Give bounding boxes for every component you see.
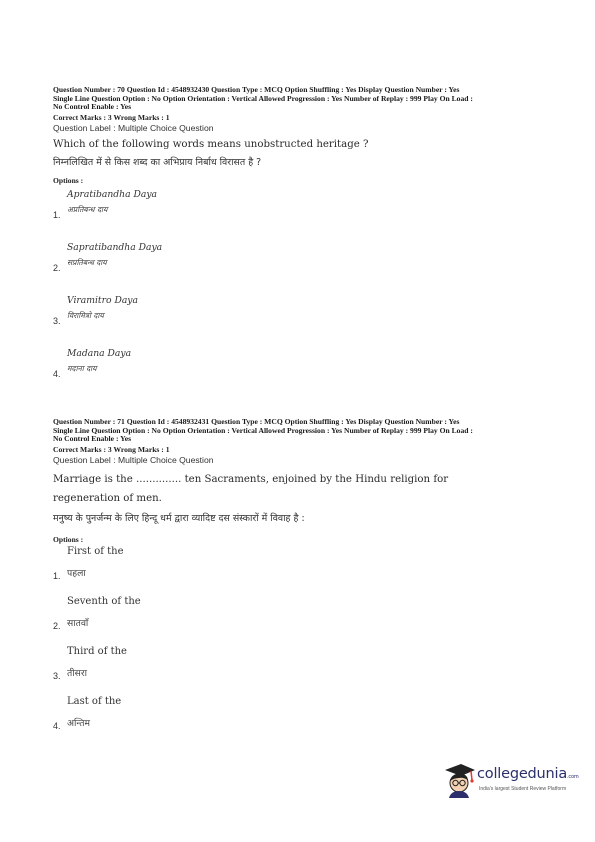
option-2[interactable] (53, 238, 553, 291)
question-text-line-2: regeneration of men. (53, 492, 162, 504)
question-marks: Correct Marks : 3 Wrong Marks : 1 (53, 444, 170, 454)
option-number: 2. (53, 262, 61, 273)
option-text-hindi: अप्रतिबन्ध दाय (67, 204, 108, 214)
option-text-english: Seventh of the (67, 595, 141, 607)
collegedunia-logo (441, 762, 581, 802)
question-block-70 (53, 86, 553, 397)
question-label: Question Label : Multiple Choice Question (53, 122, 214, 133)
meta-line-2: Single Line Question Option : No Option Orientation : Vertical Allowed Progression : Yes Number of Replay : 999 Play On Load : (53, 93, 473, 103)
brand-name-text: collegedunia (477, 766, 568, 782)
question-text-english (53, 470, 553, 508)
option-text-hindi: सातवाँ (67, 617, 89, 629)
option-text-english: First of the (67, 545, 124, 557)
question-meta (53, 418, 553, 444)
option-4[interactable] (53, 344, 553, 397)
brand-tagline: India's largest Student Review Platform (479, 786, 567, 792)
option-text-hindi: सप्रतिबन्ध दाय (67, 257, 107, 267)
option-number: 2. (53, 620, 61, 631)
option-text-english: Third of the (67, 645, 127, 657)
option-text-english: Apratibandha Daya (67, 188, 157, 200)
option-3[interactable] (53, 291, 553, 344)
question-marks: Correct Marks : 3 Wrong Marks : 1 (53, 112, 170, 122)
option-number: 3. (53, 315, 61, 326)
meta-line-1: Question Number : 71 Question Id : 4548932431 Question Type : MCQ Option Shuffling : Yes Display Question Number : Yes (53, 417, 460, 426)
option-text-english: Madana Daya (67, 347, 132, 359)
option-3[interactable] (53, 644, 553, 694)
option-text-hindi: तीसरा (67, 667, 87, 679)
brand-name (477, 766, 579, 782)
brand-suffix: .com (567, 774, 579, 780)
question-meta (53, 86, 553, 112)
meta-line-2: Single Line Question Option : No Option Orientation : Vertical Allowed Progression : Yes Number of Replay : 999 Play On Load : (53, 425, 473, 435)
meta-line-3: No Control Enable : Yes (53, 434, 132, 444)
option-number: 3. (53, 670, 61, 681)
option-4[interactable] (53, 694, 553, 744)
options-heading: Options : (53, 175, 84, 185)
option-number: 1. (53, 570, 61, 581)
options-heading: Options : (53, 534, 84, 544)
option-text-english: Viramitro Daya (67, 294, 138, 306)
meta-line-3: No Control Enable : Yes (53, 102, 132, 112)
option-2[interactable] (53, 594, 553, 644)
option-1[interactable] (53, 544, 553, 594)
question-text-english: Which of the following words means unobstructed heritage ? (53, 138, 369, 150)
question-block-71 (53, 418, 553, 744)
question-text-hindi: निम्नलिखित में से किस शब्द का अभिप्राय निर्बाध विरासत है ? (53, 156, 262, 168)
question-label: Question Label : Multiple Choice Question (53, 454, 214, 465)
graduate-mascot-icon (441, 762, 475, 798)
option-1[interactable] (53, 185, 553, 238)
meta-line-1: Question Number : 70 Question Id : 4548932430 Question Type : MCQ Option Shuffling : Yes Display Question Number : Yes (53, 85, 460, 94)
option-number: 4. (53, 720, 61, 731)
option-number: 1. (53, 209, 61, 220)
option-text-hindi: अन्तिम (67, 717, 90, 729)
option-number: 4. (53, 368, 61, 379)
option-text-english: Sapratibandha Daya (67, 241, 163, 253)
option-text-hindi: पहला (67, 567, 86, 579)
question-text-line-1: Marriage is the .............. ten Sacraments, enjoined by the Hindu religion for (53, 473, 449, 485)
question-text-hindi: मनुष्य के पुनर्जन्म के लिए हिन्दू धर्म द्वारा व्यादिष्ट दस संस्कारों में विवाह है : (53, 512, 305, 524)
option-text-hindi: विरामित्रो दाय (67, 310, 104, 320)
option-text-english: Last of the (67, 695, 122, 707)
option-text-hindi: मदाना दाय (67, 363, 97, 373)
